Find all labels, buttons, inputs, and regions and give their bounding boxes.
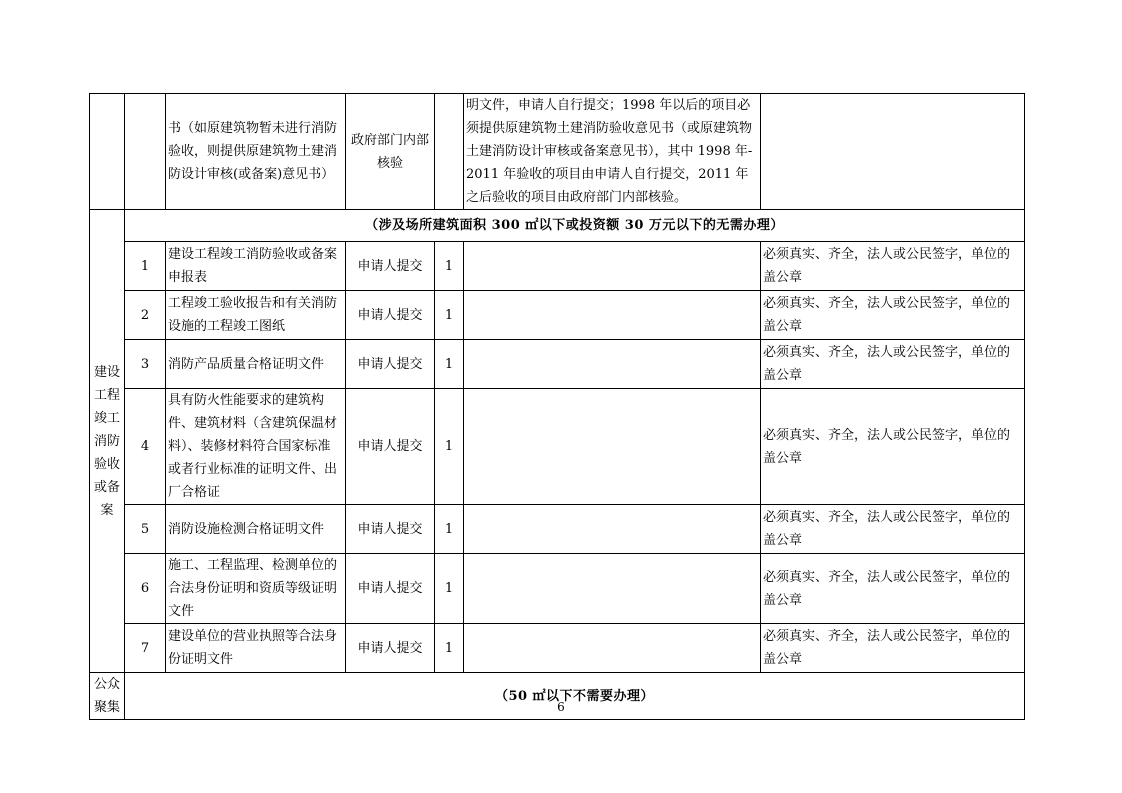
number-cell-empty	[125, 94, 166, 210]
row-number: 7	[125, 624, 166, 673]
section-heading-row	[90, 210, 1025, 242]
note-cell-empty	[464, 389, 761, 505]
requirement-cell: 必须真实、齐全，法人或公民签字，单位的盖公章	[761, 242, 1025, 291]
row-number: 1	[125, 242, 166, 291]
source-cell: 申请人提交	[346, 291, 435, 340]
note-cell-empty	[464, 291, 761, 340]
source-cell: 申请人提交	[346, 505, 435, 554]
material-cell: 施工、工程监理、检测单位的合法身份证明和资质等级证明文件	[166, 554, 346, 624]
material-cell: 消防产品质量合格证明文件	[166, 340, 346, 389]
table-row	[90, 291, 1025, 340]
table-row	[90, 505, 1025, 554]
section-heading-acceptance: （涉及场所建筑面积 300 ㎡以下或投资额 30 万元以下的无需办理）	[125, 210, 1025, 242]
count-cell: 1	[435, 505, 464, 554]
material-cell: 工程竣工验收报告和有关消防设施的工程竣工图纸	[166, 291, 346, 340]
material-cell: 消防设施检测合格证明文件	[166, 505, 346, 554]
note-cell-empty	[464, 624, 761, 673]
count-cell: 1	[435, 389, 464, 505]
material-cell: 建设单位的营业执照等合法身份证明文件	[166, 624, 346, 673]
materials-table	[89, 93, 1025, 720]
count-cell: 1	[435, 291, 464, 340]
table-row	[90, 554, 1025, 624]
source-cell: 申请人提交	[346, 389, 435, 505]
source-cell: 申请人提交	[346, 554, 435, 624]
section-heading-public: （50 ㎡以下不需要办理）	[125, 673, 1025, 720]
material-cell: 具有防火性能要求的建筑构件、建筑材料（含建筑保温材料）、装修材料符合国家标准或者行业标准的证明文件、出厂合格证	[166, 389, 346, 505]
count-cell-empty	[435, 94, 464, 210]
table-row	[90, 624, 1025, 673]
page-number: 6	[557, 700, 565, 714]
requirement-cell: 必须真实、齐全，法人或公民签字，单位的盖公章	[761, 389, 1025, 505]
source-cell: 申请人提交	[346, 242, 435, 291]
row-number: 3	[125, 340, 166, 389]
requirement-cell: 必须真实、齐全，法人或公民签字，单位的盖公章	[761, 291, 1025, 340]
note-cell: 明文件，申请人自行提交；1998 年以后的项目必须提供原建筑物土建消防验收意见书（或原建筑物土建消防设计审核或备案意见书），其中 1998 年-2011 年验收的项目由申请人自行提交，2011 年之后验收的项目由政府部门内部核验。	[464, 94, 761, 210]
note-cell-empty	[464, 554, 761, 624]
table-row	[90, 389, 1025, 505]
source-cell: 申请人提交	[346, 340, 435, 389]
count-cell: 1	[435, 624, 464, 673]
requirement-cell: 必须真实、齐全，法人或公民签字，单位的盖公章	[761, 624, 1025, 673]
row-number: 4	[125, 389, 166, 505]
requirement-cell: 必须真实、齐全，法人或公民签字，单位的盖公章	[761, 505, 1025, 554]
row-number: 2	[125, 291, 166, 340]
table-row	[90, 340, 1025, 389]
requirement-cell-empty	[761, 94, 1025, 210]
row-number: 5	[125, 505, 166, 554]
table-row-continued	[90, 94, 1025, 210]
source-cell: 政府部门内部核验	[346, 94, 435, 210]
count-cell: 1	[435, 340, 464, 389]
category-cell-empty	[90, 94, 125, 210]
note-cell-empty	[464, 505, 761, 554]
category-public: 公众聚集	[90, 673, 125, 720]
row-number: 6	[125, 554, 166, 624]
note-cell-empty	[464, 340, 761, 389]
material-cell: 建设工程竣工消防验收或备案申报表	[166, 242, 346, 291]
material-cell: 书（如原建筑物暂未进行消防验收，则提供原建筑物土建消防设计审核(或备案)意见书）	[166, 94, 346, 210]
count-cell: 1	[435, 242, 464, 291]
requirement-cell: 必须真实、齐全，法人或公民签字，单位的盖公章	[761, 340, 1025, 389]
count-cell: 1	[435, 554, 464, 624]
requirement-cell: 必须真实、齐全，法人或公民签字，单位的盖公章	[761, 554, 1025, 624]
source-cell: 申请人提交	[346, 624, 435, 673]
note-cell-empty	[464, 242, 761, 291]
category-acceptance: 建设工程竣工消防验收或备案	[90, 210, 125, 673]
table-row	[90, 242, 1025, 291]
